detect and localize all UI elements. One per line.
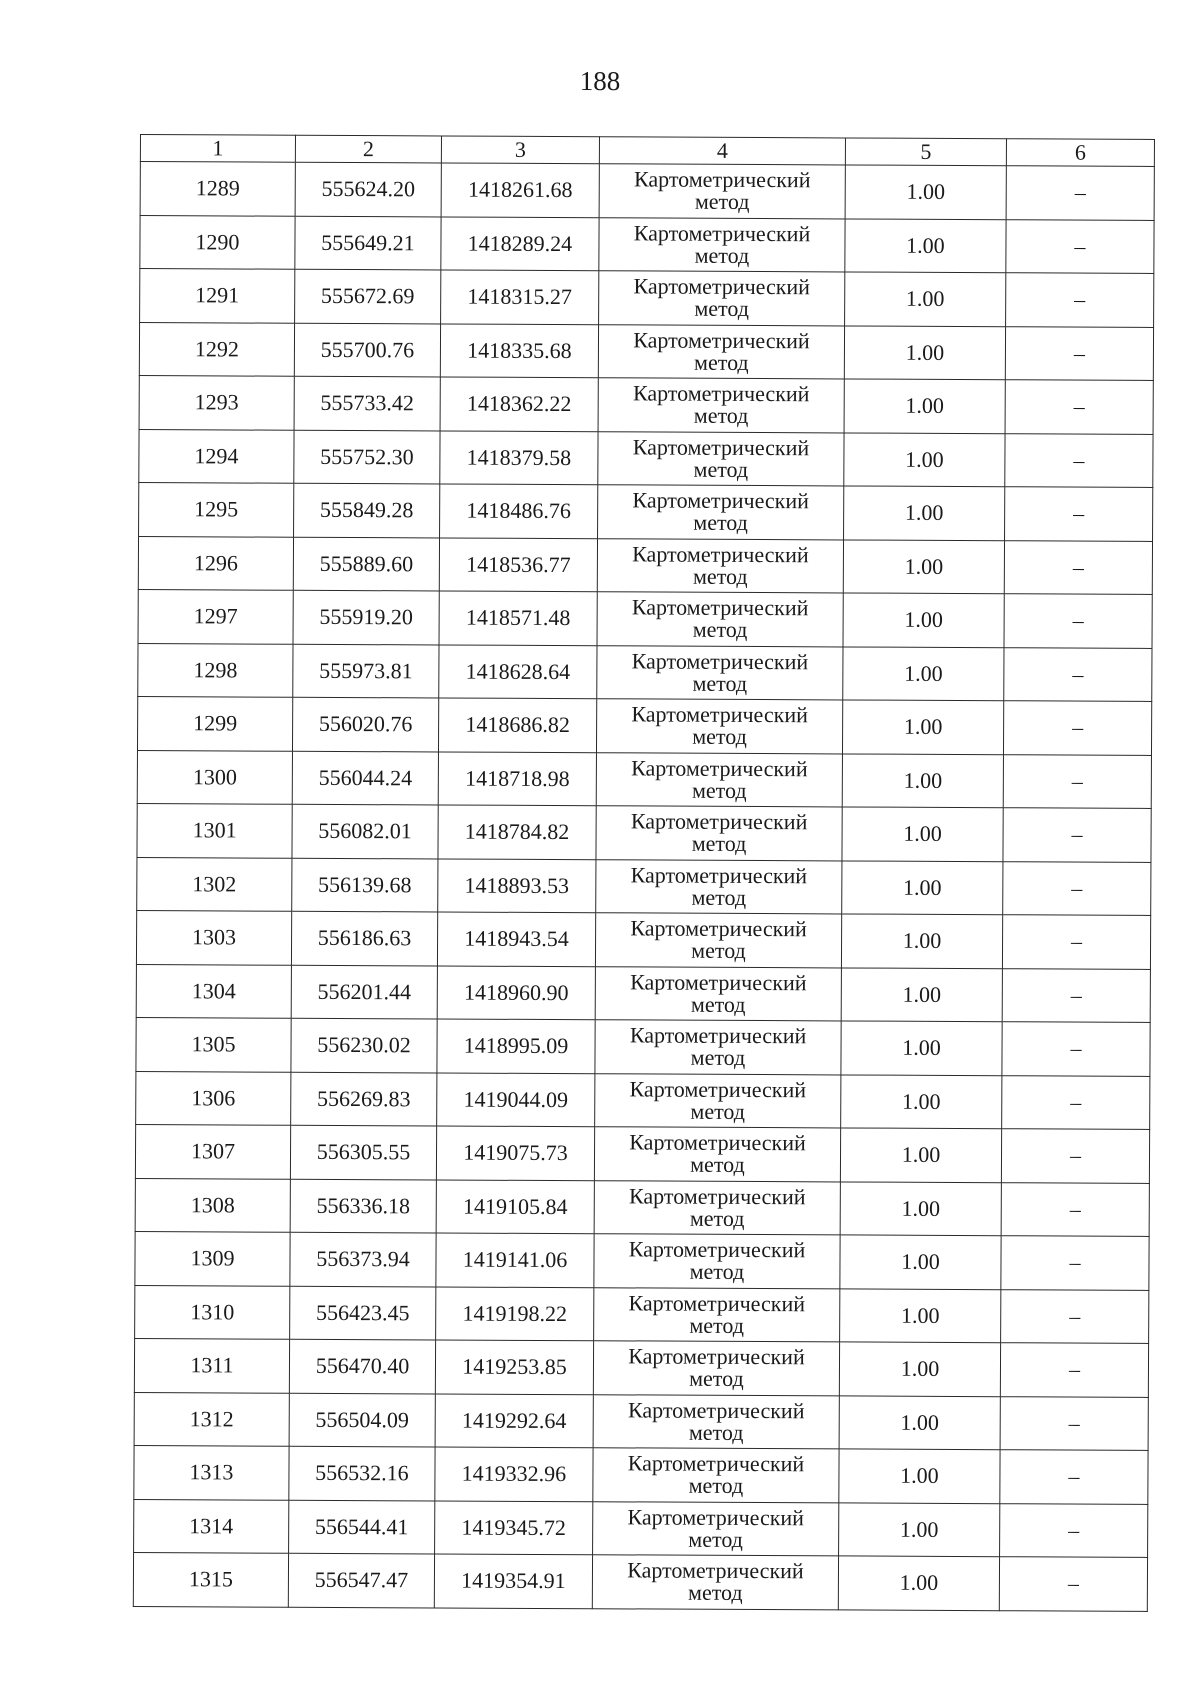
method-line-2: метод (693, 402, 749, 429)
point-number-cell: 1292 (139, 322, 294, 376)
note-cell: – (1002, 968, 1150, 1022)
x-coordinate-cell: 556532.16 (289, 1446, 435, 1500)
accuracy-cell: 1.00 (843, 646, 1004, 700)
table-row (139, 322, 1153, 380)
table-row (134, 1499, 1148, 1557)
note-cell: – (1004, 540, 1152, 594)
method-line-1: Картометрический (627, 1397, 805, 1424)
method-line-2: метод (689, 1312, 745, 1338)
table-row (136, 964, 1150, 1022)
x-coordinate-cell: 556373.94 (290, 1232, 436, 1286)
method-line-2: метод (692, 723, 747, 750)
method-cell (597, 645, 843, 700)
method-line-1: Картометрический (628, 1290, 806, 1317)
y-coordinate-cell: 1418628.64 (439, 644, 597, 698)
method-line-1: Картометрический (633, 273, 811, 300)
point-number-cell: 1289 (140, 162, 295, 216)
method-cell (595, 966, 841, 1021)
accuracy-cell: 1.00 (844, 486, 1005, 540)
y-coordinate-cell: 1418960.90 (437, 965, 595, 1019)
method-line-2: метод (690, 1044, 746, 1071)
method-line-2: метод (691, 884, 747, 910)
method-cell (595, 1020, 841, 1075)
method-line-2: метод (689, 1205, 745, 1231)
note-cell: – (1005, 380, 1153, 434)
y-coordinate-cell: 1418995.09 (437, 1019, 595, 1073)
y-coordinate-cell: 1419075.73 (436, 1126, 594, 1180)
table-row (137, 750, 1151, 808)
point-number-cell: 1313 (134, 1445, 289, 1499)
point-number-cell: 1300 (137, 750, 292, 804)
x-coordinate-cell: 555849.28 (294, 483, 440, 537)
accuracy-cell: 1.00 (843, 593, 1004, 647)
method-line-1: Картометрический (631, 648, 809, 675)
note-cell: – (1004, 594, 1152, 648)
method-cell (596, 699, 842, 754)
accuracy-cell: 1.00 (839, 1342, 1000, 1396)
method-line-2: метод (689, 1258, 745, 1285)
table-row (136, 1017, 1150, 1075)
table-row (140, 162, 1154, 220)
y-coordinate-cell: 1419332.96 (435, 1447, 593, 1501)
method-line-2: метод (688, 1419, 744, 1445)
accuracy-cell: 1.00 (841, 1021, 1002, 1075)
method-line-2: метод (689, 1365, 744, 1392)
table-row (135, 1231, 1149, 1289)
note-cell: – (1005, 433, 1153, 487)
table-row (135, 1285, 1149, 1343)
accuracy-cell: 1.00 (845, 272, 1006, 326)
column-header-1: 1 (140, 135, 295, 163)
point-number-cell: 1301 (137, 803, 292, 857)
y-coordinate-cell: 1419345.72 (435, 1500, 593, 1554)
table-row (140, 215, 1154, 273)
accuracy-cell: 1.00 (844, 325, 1005, 379)
accuracy-cell: 1.00 (845, 218, 1006, 272)
y-coordinate-cell: 1418362.22 (440, 377, 598, 431)
y-coordinate-cell: 1419292.64 (435, 1393, 593, 1447)
accuracy-cell: 1.00 (843, 539, 1004, 593)
note-cell: – (1001, 1236, 1149, 1290)
method-cell (593, 1448, 839, 1503)
method-line-1: Картометрический (628, 1236, 806, 1263)
column-header-4: 4 (599, 137, 845, 165)
method-cell (597, 592, 843, 647)
note-cell: – (1005, 326, 1153, 380)
coordinates-table (133, 134, 1155, 1611)
point-number-cell: 1305 (136, 1017, 291, 1071)
x-coordinate-cell: 556139.68 (292, 858, 438, 912)
method-cell (594, 1127, 840, 1182)
x-coordinate-cell: 555733.42 (294, 376, 440, 430)
table-row (140, 269, 1154, 327)
note-cell: – (1001, 1182, 1149, 1236)
x-coordinate-cell: 556504.09 (289, 1393, 435, 1447)
note-cell: – (1003, 701, 1151, 755)
y-coordinate-cell: 1418261.68 (441, 163, 599, 217)
method-line-1: Картометрический (627, 1450, 805, 1477)
y-coordinate-cell: 1419253.85 (435, 1340, 593, 1394)
method-cell (599, 164, 845, 219)
method-line-2: метод (691, 830, 747, 857)
y-coordinate-cell: 1418686.82 (438, 698, 596, 752)
point-number-cell: 1315 (133, 1552, 288, 1606)
method-line-1: Картометрический (630, 862, 808, 889)
method-line-2: метод (692, 670, 748, 696)
note-cell: – (1006, 273, 1154, 327)
note-cell: – (1000, 1503, 1148, 1557)
y-coordinate-cell: 1418335.68 (440, 323, 598, 377)
y-coordinate-cell: 1419105.84 (436, 1179, 594, 1233)
column-header-3: 3 (441, 136, 599, 164)
table-row (137, 803, 1151, 861)
accuracy-cell: 1.00 (840, 1128, 1001, 1182)
column-header-5: 5 (845, 138, 1006, 166)
method-cell (598, 378, 844, 433)
point-number-cell: 1297 (138, 589, 293, 643)
x-coordinate-cell: 556230.02 (291, 1018, 437, 1072)
accuracy-cell: 1.00 (842, 860, 1003, 914)
method-cell (597, 538, 843, 593)
x-coordinate-cell: 556269.83 (291, 1072, 437, 1126)
x-coordinate-cell: 556547.47 (288, 1553, 434, 1607)
accuracy-cell: 1.00 (841, 1074, 1002, 1128)
method-cell (593, 1501, 839, 1556)
y-coordinate-cell: 1418315.27 (441, 270, 599, 324)
y-coordinate-cell: 1419354.91 (434, 1554, 592, 1608)
point-number-cell: 1291 (140, 269, 295, 323)
table-row (137, 696, 1151, 754)
table-row (135, 1124, 1149, 1182)
table-row (134, 1338, 1148, 1396)
column-header-6: 6 (1006, 139, 1154, 167)
method-line-2: метод (692, 563, 748, 589)
x-coordinate-cell: 556020.76 (292, 697, 438, 751)
method-line-1: Картометрический (630, 808, 808, 835)
method-cell (593, 1341, 839, 1396)
x-coordinate-cell: 556082.01 (292, 804, 438, 858)
y-coordinate-cell: 1419198.22 (436, 1286, 594, 1340)
method-cell (596, 752, 842, 807)
y-coordinate-cell: 1418379.58 (440, 430, 598, 484)
method-line-2: метод (688, 1579, 743, 1606)
method-line-2: метод (690, 1098, 746, 1124)
method-line-2: метод (690, 991, 746, 1017)
note-cell: – (1005, 487, 1153, 541)
y-coordinate-cell: 1418718.98 (438, 751, 596, 805)
y-coordinate-cell: 1419044.09 (437, 1072, 595, 1126)
method-cell (596, 806, 842, 861)
point-number-cell: 1302 (137, 857, 292, 911)
point-number-cell: 1294 (139, 429, 294, 483)
accuracy-cell: 1.00 (845, 165, 1006, 219)
x-coordinate-cell: 556423.45 (290, 1286, 436, 1340)
table-row (133, 1552, 1147, 1610)
point-number-cell: 1293 (139, 375, 294, 429)
accuracy-cell: 1.00 (839, 1502, 1000, 1556)
x-coordinate-cell: 555649.21 (295, 216, 441, 270)
table-row (137, 857, 1151, 915)
method-line-1: Картометрический (630, 969, 807, 996)
x-coordinate-cell: 556470.40 (289, 1339, 435, 1393)
note-cell: – (1003, 808, 1151, 862)
note-cell: – (1006, 219, 1154, 273)
page-number: 188 (579, 66, 621, 96)
table-row (136, 1071, 1150, 1129)
accuracy-cell: 1.00 (844, 432, 1005, 486)
method-line-1: Картометрический (629, 1129, 806, 1156)
method-line-1: Картометрический (629, 1022, 807, 1049)
x-coordinate-cell: 556336.18 (290, 1179, 436, 1233)
accuracy-cell: 1.00 (840, 1235, 1001, 1289)
point-number-cell: 1303 (136, 910, 291, 964)
note-cell: – (1002, 1075, 1150, 1129)
table-row (134, 1392, 1148, 1450)
accuracy-cell: 1.00 (840, 1288, 1001, 1342)
y-coordinate-cell: 1418571.48 (439, 591, 597, 645)
method-cell (595, 1073, 841, 1128)
method-line-1: Картометрический (627, 1557, 804, 1584)
method-cell (594, 1180, 840, 1235)
x-coordinate-cell: 555624.20 (295, 162, 441, 216)
method-cell (596, 859, 842, 914)
method-line-2: метод (694, 295, 749, 322)
note-cell: – (1000, 1343, 1148, 1397)
method-line-1: Картометрический (631, 701, 808, 728)
x-coordinate-cell: 555973.81 (293, 644, 439, 698)
x-coordinate-cell: 556044.24 (292, 751, 438, 805)
y-coordinate-cell: 1418289.24 (441, 216, 599, 270)
note-cell: – (1002, 1022, 1150, 1076)
accuracy-cell: 1.00 (839, 1395, 1000, 1449)
y-coordinate-cell: 1418943.54 (437, 912, 595, 966)
method-line-2: метод (692, 616, 748, 643)
y-coordinate-cell: 1419141.06 (436, 1233, 594, 1287)
x-coordinate-cell: 556186.63 (291, 911, 437, 965)
point-number-cell: 1312 (134, 1392, 289, 1446)
method-line-1: Картометрический (633, 220, 811, 247)
method-line-1: Картометрический (627, 1504, 805, 1531)
method-cell (592, 1555, 838, 1610)
point-number-cell: 1307 (135, 1124, 290, 1178)
accuracy-cell: 1.00 (842, 753, 1003, 807)
accuracy-cell: 1.00 (840, 1181, 1001, 1235)
column-header-2: 2 (295, 135, 441, 163)
method-cell (598, 431, 844, 486)
table-row (139, 375, 1153, 433)
method-cell (594, 1234, 840, 1289)
method-cell (598, 324, 844, 379)
point-number-cell: 1295 (139, 482, 294, 536)
method-line-2: метод (691, 937, 746, 964)
note-cell: – (1006, 166, 1154, 220)
method-line-1: Картометрический (629, 1183, 806, 1210)
method-line-1: Картометрический (632, 487, 810, 514)
point-number-cell: 1290 (140, 215, 295, 269)
method-line-2: метод (688, 1472, 744, 1499)
y-coordinate-cell: 1418486.76 (440, 484, 598, 538)
method-line-2: метод (688, 1526, 743, 1552)
accuracy-cell: 1.00 (842, 700, 1003, 754)
note-cell: – (1000, 1450, 1148, 1504)
method-cell (599, 271, 845, 326)
table-row (139, 482, 1153, 540)
point-number-cell: 1304 (136, 964, 291, 1018)
table-row (138, 643, 1152, 701)
method-cell (594, 1287, 840, 1342)
method-line-1: Картометрический (632, 434, 810, 461)
table-row (135, 1178, 1149, 1236)
note-cell: – (1003, 861, 1151, 915)
y-coordinate-cell: 1418893.53 (438, 858, 596, 912)
point-number-cell: 1306 (136, 1071, 291, 1125)
x-coordinate-cell: 555889.60 (293, 537, 439, 591)
method-line-1: Картометрический (631, 755, 808, 782)
table-row (138, 536, 1152, 594)
y-coordinate-cell: 1418784.82 (438, 805, 596, 859)
x-coordinate-cell: 556305.55 (290, 1125, 436, 1179)
point-number-cell: 1311 (134, 1338, 289, 1392)
point-number-cell: 1314 (134, 1499, 289, 1553)
method-line-2: метод (693, 509, 748, 536)
method-line-1: Картометрический (633, 166, 811, 193)
x-coordinate-cell: 555700.76 (294, 323, 440, 377)
method-cell (595, 913, 841, 968)
note-cell: – (999, 1557, 1147, 1611)
method-line-1: Картометрический (628, 1343, 805, 1370)
note-cell: – (1001, 1129, 1149, 1183)
x-coordinate-cell: 556201.44 (291, 965, 437, 1019)
note-cell: – (1001, 1289, 1149, 1343)
point-number-cell: 1308 (135, 1178, 290, 1232)
method-line-1: Картометрический (631, 594, 809, 621)
note-cell: – (1003, 754, 1151, 808)
accuracy-cell: 1.00 (844, 379, 1005, 433)
x-coordinate-cell: 556544.41 (289, 1500, 435, 1554)
note-cell: – (1000, 1396, 1148, 1450)
point-number-cell: 1309 (135, 1231, 290, 1285)
method-line-2: метод (693, 456, 749, 482)
point-number-cell: 1299 (137, 696, 292, 750)
y-coordinate-cell: 1418536.77 (439, 537, 597, 591)
method-line-1: Картометрический (633, 327, 810, 354)
table-row (138, 589, 1152, 647)
x-coordinate-cell: 555919.20 (293, 590, 439, 644)
accuracy-cell: 1.00 (841, 967, 1002, 1021)
point-number-cell: 1310 (135, 1285, 290, 1339)
method-line-1: Картометрический (632, 380, 810, 407)
method-line-1: Картометрический (630, 915, 807, 942)
method-line-2: метод (694, 242, 750, 268)
method-line-2: метод (690, 1151, 745, 1178)
table-row (136, 910, 1150, 968)
note-cell: – (1002, 915, 1150, 969)
accuracy-cell: 1.00 (838, 1556, 999, 1610)
point-number-cell: 1298 (138, 643, 293, 697)
method-cell (599, 217, 845, 272)
table-row (134, 1445, 1148, 1503)
method-cell (598, 485, 844, 540)
table-row (139, 429, 1153, 487)
x-coordinate-cell: 555672.69 (295, 269, 441, 323)
method-cell (593, 1394, 839, 1449)
point-number-cell: 1296 (138, 536, 293, 590)
method-line-1: Картометрический (632, 541, 809, 568)
method-line-2: метод (694, 188, 750, 215)
method-line-1: Картометрический (629, 1076, 807, 1103)
x-coordinate-cell: 555752.30 (294, 430, 440, 484)
method-line-2: метод (691, 777, 747, 803)
method-line-2: метод (694, 349, 749, 375)
accuracy-cell: 1.00 (839, 1449, 1000, 1503)
note-cell: – (1004, 647, 1152, 701)
accuracy-cell: 1.00 (842, 807, 1003, 861)
accuracy-cell: 1.00 (841, 914, 1002, 968)
